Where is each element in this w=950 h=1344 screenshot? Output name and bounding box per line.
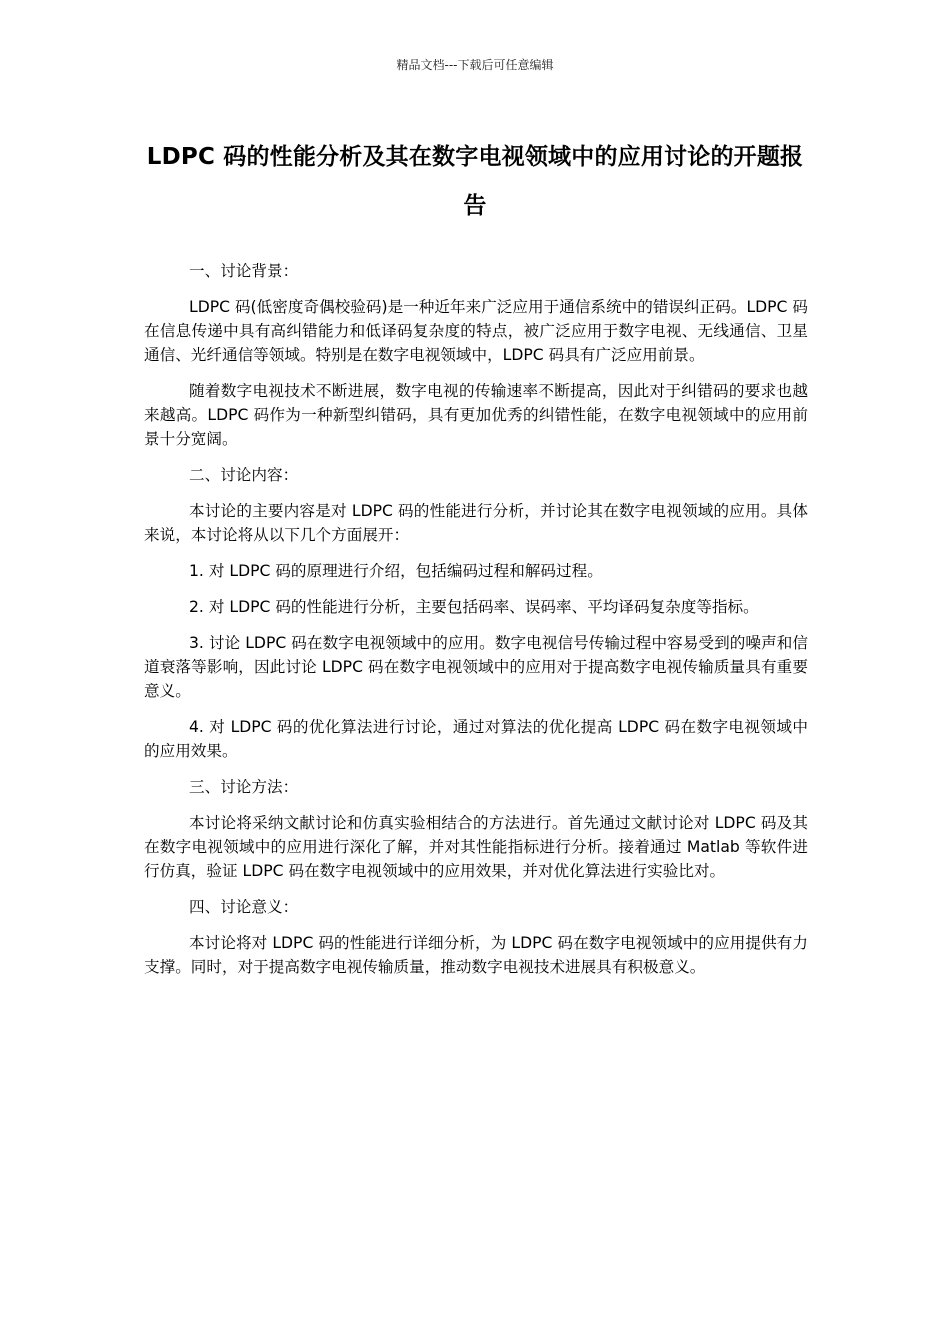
body-paragraph: 本讨论将对 LDPC 码的性能进行详细分析，为 LDPC 码在数字电视领域中的应用提供有力支撑。同时，对于提高数字电视传输质量，推动数字电视技术进展具有积极意义。 — [144, 934, 808, 976]
section-significance — [144, 895, 808, 979]
section-content — [144, 463, 808, 763]
section-heading: 三、讨论方法： — [189, 778, 299, 796]
body-paragraph: 本讨论的主要内容是对 LDPC 码的性能进行分析，并讨论其在数字电视领域的应用。具体来说，本讨论将从以下几个方面展开： — [144, 502, 808, 544]
section-heading: 一、讨论背景： — [189, 262, 299, 280]
body-paragraph: 随着数字电视技术不断进展，数字电视的传输速率不断提高，因此对于纠错码的要求也越来越高。LDPC 码作为一种新型纠错码，具有更加优秀的纠错性能，在数字电视领域中的应用前景十分宽阔。 — [144, 382, 808, 448]
list-item: 4. 对 LDPC 码的优化算法进行讨论，通过对算法的优化提高 LDPC 码在数字电视领域中的应用效果。 — [144, 718, 808, 760]
page-header: 精品文档---下载后可任意编辑 — [396, 58, 554, 72]
list-item: 2. 对 LDPC 码的性能进行分析，主要包括码率、误码率、平均译码复杂度等指标。 — [189, 598, 759, 616]
body-paragraph: 本讨论将采纳文献讨论和仿真实验相结合的方法进行。首先通过文献讨论对 LDPC 码及其在数字电视领域中的应用进行深化了解，并对其性能指标进行分析。接着通过 Matlab 等软件进行仿真，验证 LDPC 码在数字电视领域中的应用效果，并对优化算法进行实验比对。 — [144, 814, 808, 880]
section-heading: 四、讨论意义： — [189, 898, 299, 916]
section-background — [144, 259, 808, 451]
section-method — [144, 775, 808, 883]
list-item: 1. 对 LDPC 码的原理进行介绍，包括编码过程和解码过程。 — [189, 562, 603, 580]
list-item: 3. 讨论 LDPC 码在数字电视领域中的应用。数字电视信号传输过程中容易受到的噪声和信道衰落等影响，因此讨论 LDPC 码在数字电视领域中的应用对于提高数字电视传输质量具有重要意义。 — [144, 634, 808, 700]
document-title: LDPC 码的性能分析及其在数字电视领域中的应用讨论的开题报告 — [146, 144, 804, 219]
section-heading: 二、讨论内容： — [189, 466, 299, 484]
document-body — [144, 259, 808, 991]
body-paragraph: LDPC 码(低密度奇偶校验码)是一种近年来广泛应用于通信系统中的错误纠正码。LDPC 码在信息传递中具有高纠错能力和低译码复杂度的特点，被广泛应用于数字电视、无线通信、卫星通信、光纤通信等领域。特别是在数字电视领域中，LDPC 码具有广泛应用前景。 — [144, 298, 808, 364]
